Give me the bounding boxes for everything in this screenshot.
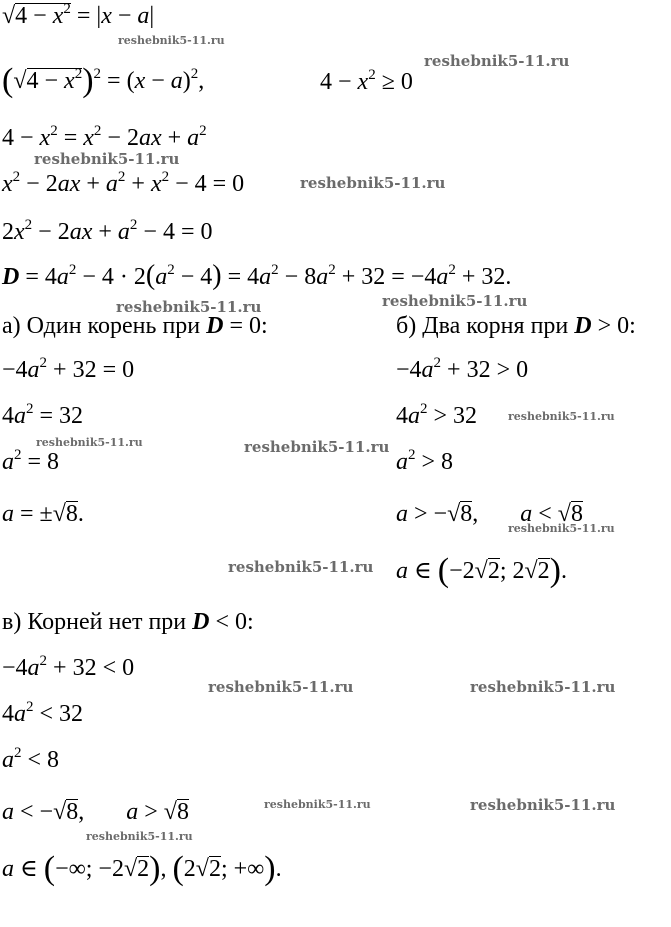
case-b-line-5: a ∈ (−2√2; 2√2).	[396, 552, 567, 589]
watermark: reshebnik5-11.ru	[382, 292, 528, 310]
watermark: reshebnik5-11.ru	[470, 796, 616, 814]
watermark: reshebnik5-11.ru	[208, 678, 354, 696]
equation-line-5: $2x^2 - 2ax + a^2 - 4 = 0$	[2, 217, 213, 245]
case-c-line-2: $4a^2 < 32$	[2, 699, 84, 727]
watermark: reshebnik5-11.ru	[228, 558, 374, 576]
case-b-line-2: $4a^2 > 32$	[396, 401, 478, 429]
equation-line-2-condition: $4 - x^2 \ge 0$	[320, 67, 413, 95]
watermark: reshebnik5-11.ru	[34, 150, 180, 168]
watermark: reshebnik5-11.ru	[508, 522, 615, 535]
case-b-line-1: $-4a^2 + 32 > 0$	[396, 355, 529, 383]
watermark: reshebnik5-11.ru	[36, 436, 143, 449]
equation-line-2: $(√4 - x^2)^2 = (x - a)^2$,	[2, 62, 205, 99]
watermark: reshebnik5-11.ru	[264, 798, 371, 811]
case-c-line-5: a ∈ (−∞; −2√2), (2√2; +∞).	[2, 850, 282, 887]
case-a-line-4: a = ±√8.	[2, 501, 84, 527]
watermark: reshebnik5-11.ru	[424, 52, 570, 70]
case-a-line-3: $a^2 = 8$	[2, 447, 60, 475]
watermark: reshebnik5-11.ru	[116, 298, 262, 316]
case-c-line-4: a < −√8, a > √8	[2, 799, 189, 825]
case-b-heading: б) Два корня при D > 0:	[396, 313, 636, 339]
discriminant-line: $D = 4a^2 - 4 \cdot 2(a^2 - 4) = 4a^2 - 8a^2 + 32 = -4a^2 + 32$.	[2, 260, 512, 291]
watermark: reshebnik5-11.ru	[300, 174, 446, 192]
equation-line-3: $4 - x^2 = x^2 - 2ax + a^2$	[2, 123, 207, 151]
watermark: reshebnik5-11.ru	[508, 410, 615, 423]
case-c-heading: в) Корней нет при D < 0:	[2, 609, 254, 635]
case-b-line-4: a > −√8, a < √8	[396, 501, 583, 527]
equation-line-4: $x^2 - 2ax + a^2 + x^2 - 4 = 0$	[2, 169, 245, 197]
watermark: reshebnik5-11.ru	[470, 678, 616, 696]
equation-line-1: $√4 - x^2 = |x - a|$	[2, 1, 155, 29]
case-c-line-1: $-4a^2 + 32 < 0$	[2, 653, 135, 681]
case-a-heading: а) Один корень при D = 0:	[2, 313, 268, 339]
case-a-line-1: $-4a^2 + 32 = 0$	[2, 355, 135, 383]
watermark: reshebnik5-11.ru	[86, 830, 193, 843]
watermark: reshebnik5-11.ru	[118, 34, 225, 47]
watermark: reshebnik5-11.ru	[244, 438, 390, 456]
case-a-line-2: $4a^2 = 32$	[2, 401, 84, 429]
case-b-line-3: $a^2 > 8$	[396, 447, 454, 475]
case-c-line-3: $a^2 < 8$	[2, 745, 60, 773]
